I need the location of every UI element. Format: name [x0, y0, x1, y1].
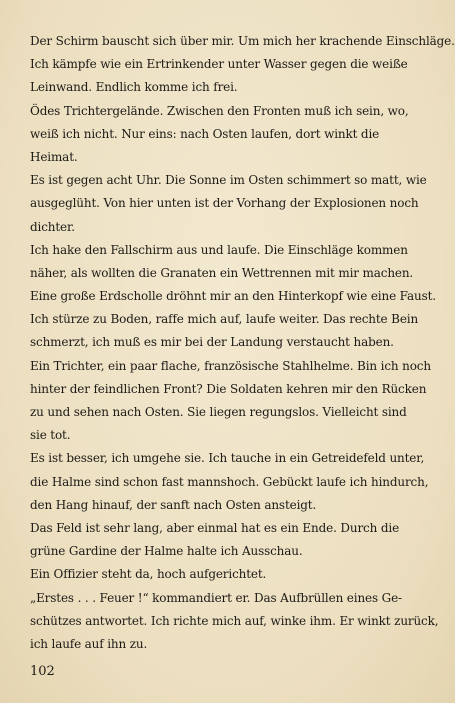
text-line: Ödes Trichtergelände. Zwischen den Fronten muß ich sein, wo,	[30, 103, 409, 118]
text-line: Heimat.	[30, 149, 78, 164]
text-line: Ich kämpfe wie ein Ertrinkender unter Wasser gegen die weiße	[30, 57, 408, 72]
text-line: den Hang hinauf, der sanft nach Osten ansteigt.	[30, 497, 317, 512]
text-line: Der Schirm bauscht sich über mir. Um mich her krachende Einschläge.	[30, 34, 455, 48]
text-line: Es ist besser, ich umgehe sie. Ich tauche in ein Getreidefeld unter,	[30, 451, 425, 466]
text-line: näher, als wollten die Granaten ein Wettrennen mit mir machen.	[30, 265, 414, 280]
text-line: schützes antwortet. Ich richte mich auf, winke ihm. Er winkt zurück,	[30, 613, 439, 628]
text-line: „Erstes . . . Feuer !“ kommandiert er. Das Aufbrüllen eines Ge-	[30, 590, 402, 605]
text-line: Es ist gegen acht Uhr. Die Sonne im Osten schimmert so matt, wie	[30, 173, 427, 188]
text-line: hinter der feindlichen Front? Die Soldaten kehren mir den Rücken	[30, 381, 427, 396]
text-line: dichter.	[30, 219, 75, 234]
page-number: 102	[30, 664, 55, 679]
text-line: Ein Trichter, ein paar flache, französische Stahlhelme. Bin ich noch	[30, 358, 431, 373]
text-line: die Halme sind schon fast mannshoch. Gebückt laufe ich hindurch,	[30, 474, 429, 489]
text-line: ausgeglüht. Von hier unten ist der Vorhang der Explosionen noch	[30, 196, 419, 211]
text-line: Ein Offizier steht da, hoch aufgerichtet.	[30, 567, 267, 582]
body-text	[30, 30, 455, 656]
text-line: zu und sehen nach Osten. Sie liegen regungslos. Vielleicht sind	[30, 405, 407, 419]
text-line: Ich stürze zu Boden, raffe mich auf, laufe weiter. Das rechte Bein	[30, 312, 419, 327]
text-line: sie tot.	[30, 428, 71, 443]
text-line: weiß ich nicht. Nur eins: nach Osten laufen, dort winkt die	[30, 126, 380, 141]
text-line: ich laufe auf ihn zu.	[30, 636, 148, 651]
text-line: Eine große Erdscholle dröhnt mir an den Hinterkopf wie eine Faust.	[30, 289, 436, 304]
text-line: Ich hake den Fallschirm aus und laufe. Die Einschläge kommen	[30, 242, 408, 257]
text-line: Leinwand. Endlich komme ich frei.	[30, 80, 238, 95]
text-line: grüne Gardine der Halme halte ich Ausschau.	[30, 544, 303, 559]
text-line: schmerzt, ich muß es mir bei der Landung verstaucht haben.	[30, 335, 394, 350]
text-line: Das Feld ist sehr lang, aber einmal hat es ein Ende. Durch die	[30, 520, 400, 535]
